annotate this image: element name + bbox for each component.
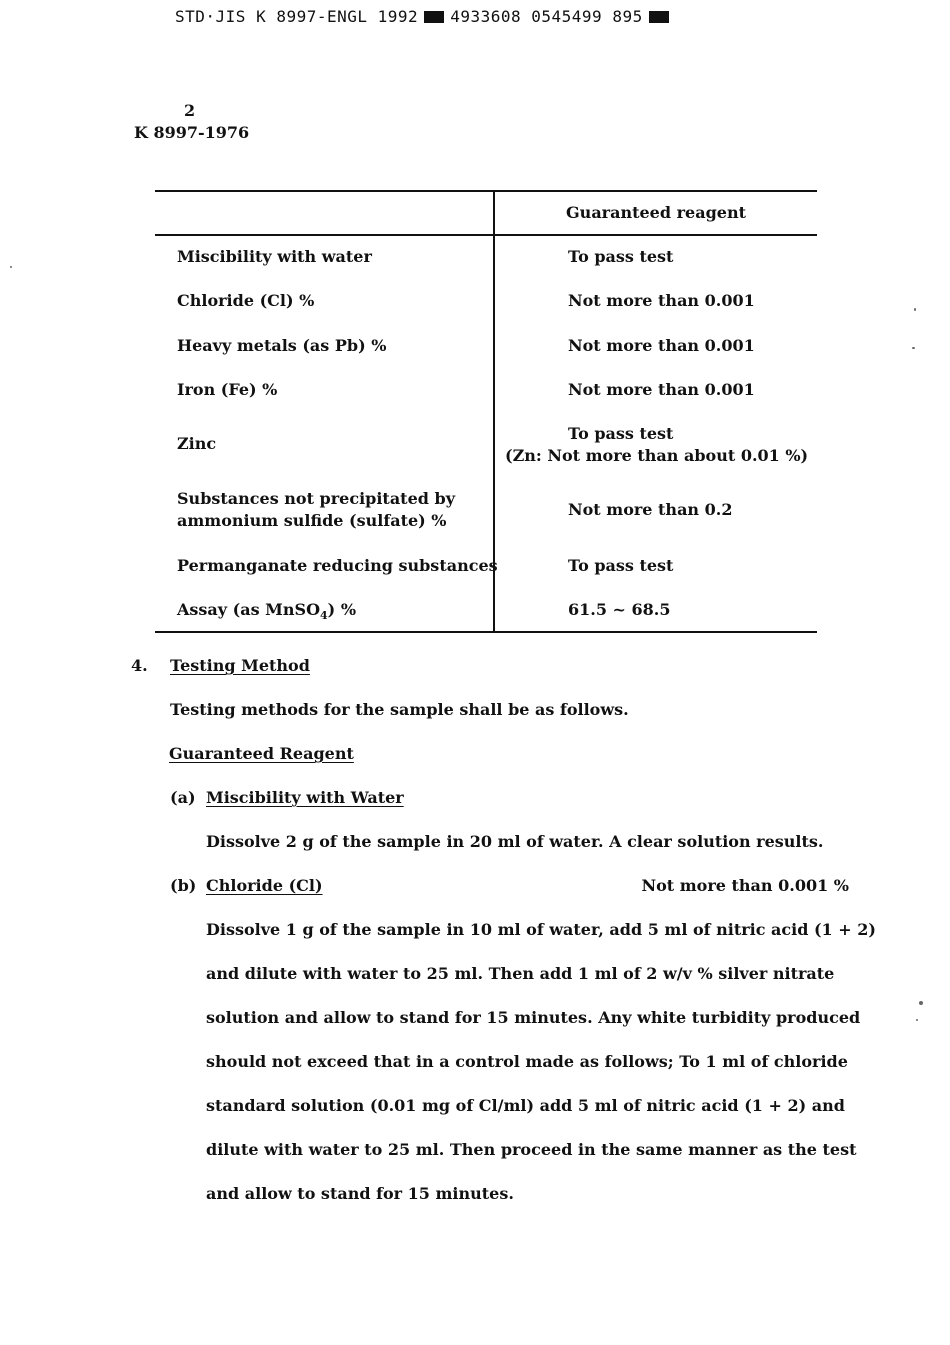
table-row-item: Zinc — [177, 434, 217, 453]
item-text-line: Dissolve 2 g of the sample in 20 ml of water. A clear solution results. — [206, 832, 824, 851]
table-row-value: Not more than 0.001 — [568, 291, 755, 310]
table-row-item: Chloride (Cl) % — [177, 291, 315, 310]
table-row-item — [177, 600, 356, 622]
table-column-header: Guaranteed reagent — [566, 203, 746, 222]
item-text-line: and allow to stand for 15 minutes. — [206, 1184, 514, 1203]
table-row-value: Not more than 0.001 — [568, 380, 755, 399]
item-text-line: solution and allow to stand for 15 minutes. Any white turbidity produced — [206, 1008, 861, 1027]
item-text-line: dilute with water to 25 ml. Then proceed in the same manner as the test — [206, 1140, 857, 1159]
section-title: Testing Method — [170, 656, 310, 675]
item-title: Miscibility with Water — [206, 788, 404, 807]
header-block-mark — [649, 11, 669, 23]
table-row-item: Miscibility with water — [177, 247, 372, 266]
table-row-value: To pass test — [568, 247, 674, 266]
item-label: (b) — [170, 876, 197, 895]
scan-speck — [919, 1001, 923, 1005]
section-intro: Testing methods for the sample shall be as follows. — [170, 700, 629, 719]
table-row-value: Not more than 0.001 — [568, 336, 755, 355]
specification-table — [155, 190, 817, 633]
item-limit: Not more than 0.001 % — [641, 876, 849, 895]
table-row-item: Iron (Fe) % — [177, 380, 278, 399]
table-row-value: To pass test — [568, 556, 674, 575]
document-header-line — [175, 7, 669, 26]
item-text-line: and dilute with water to 25 ml. Then add 1 ml of 2 w/v % silver nitrate — [206, 964, 835, 983]
table-row-value: 61.5 ~ 68.5 — [568, 600, 671, 619]
table-row-item: Heavy metals (as Pb) % — [177, 336, 387, 355]
table-row-value: To pass test — [568, 424, 674, 443]
header-standard-code: STD·JIS K 8997-ENGL 1992 — [175, 7, 419, 26]
section-subtitle: Guaranteed Reagent — [169, 744, 354, 763]
scan-speck — [912, 347, 915, 349]
scan-speck — [10, 266, 12, 268]
assay-label: Assay (as MnSO — [177, 600, 321, 619]
page-number: 2 — [184, 101, 196, 120]
table-row-value-note: (Zn: Not more than about 0.01 %) — [505, 446, 809, 465]
item-title: Chloride (Cl) — [206, 876, 323, 895]
table-row-item-continued: ammonium sulfide (sulfate) % — [177, 511, 447, 530]
assay-label-suffix: ) % — [327, 600, 357, 619]
item-text-line: should not exceed that in a control made as follows; To 1 ml of chloride — [206, 1052, 848, 1071]
item-text-line: Dissolve 1 g of the sample in 10 ml of water, add 5 ml of nitric acid (1 + 2) — [206, 920, 876, 939]
section-number: 4. — [131, 656, 148, 675]
header-catalog-code: 4933608 0545499 895 — [450, 7, 643, 26]
standard-number: K 8997-1976 — [134, 123, 250, 142]
scan-speck — [916, 1019, 918, 1021]
header-block-mark — [424, 11, 444, 23]
table-header-rule — [155, 234, 817, 236]
table-bottom-rule — [155, 631, 817, 633]
table-row-item: Substances not precipitated by — [177, 489, 455, 508]
table-row-value: Not more than 0.2 — [568, 500, 733, 519]
table-row-item: Permanganate reducing substances — [177, 556, 498, 575]
item-label: (a) — [170, 788, 196, 807]
item-text-line: standard solution (0.01 mg of Cl/ml) add 5 ml of nitric acid (1 + 2) and — [206, 1096, 845, 1115]
table-top-rule — [155, 190, 817, 192]
scan-speck — [914, 308, 916, 311]
assay-subscript: 4 — [320, 609, 328, 623]
